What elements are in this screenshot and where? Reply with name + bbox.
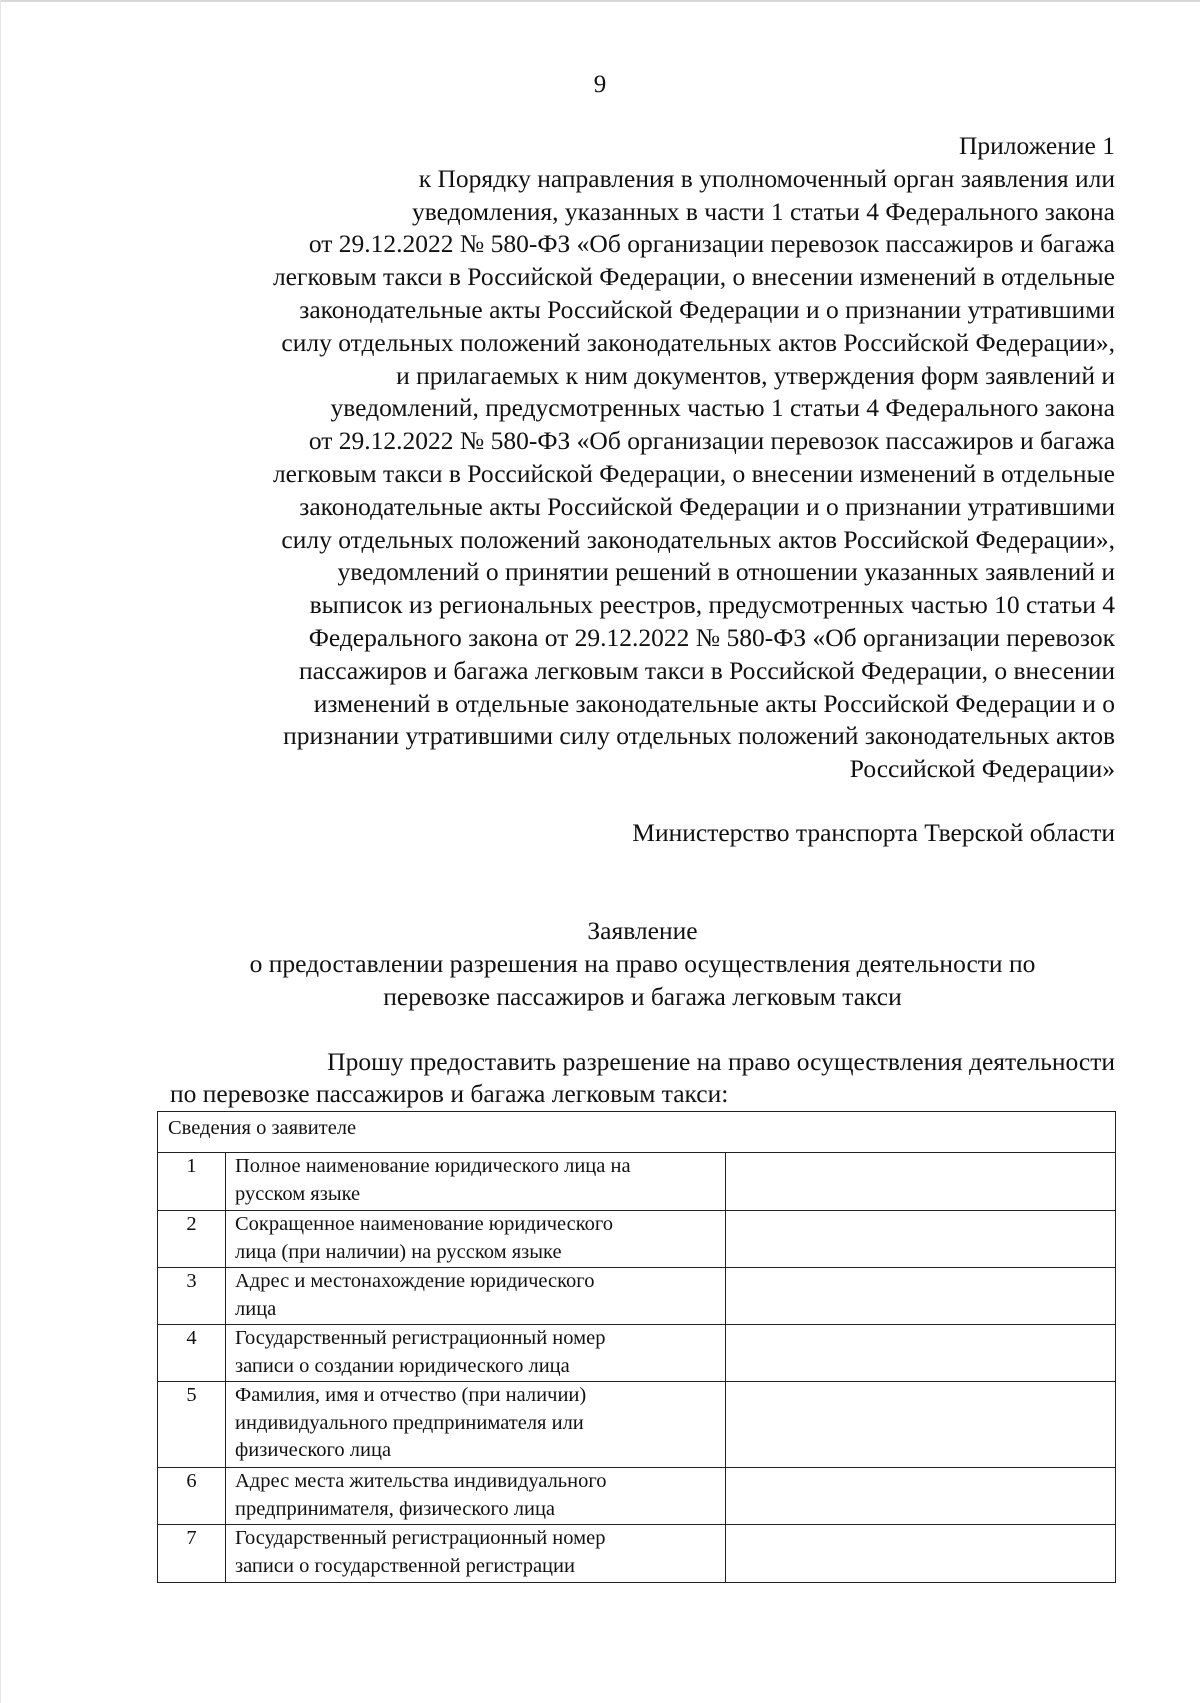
row-number: 4 <box>158 1325 226 1382</box>
request-paragraph <box>170 1046 1115 1110</box>
scan-edge-top <box>0 0 1200 2</box>
statement-subtitle-line: перевозке пассажиров и багажа легковым такси <box>383 982 902 1011</box>
row-label <box>226 1525 726 1583</box>
row-label-line: Адрес места жительства индивидуального <box>235 1470 607 1492</box>
row-label <box>226 1325 726 1382</box>
appendix-line: выписок из региональных реестров, предусмотренных частью 10 статьи 4 <box>309 590 1115 620</box>
row-value-field[interactable] <box>726 1525 1116 1583</box>
applicant-info-table <box>157 1111 1116 1583</box>
table-row <box>158 1382 1116 1468</box>
table-row <box>158 1468 1116 1525</box>
appendix-line: и прилагаемых к ним документов, утверждения форм заявлений и <box>396 360 1115 390</box>
statement-heading <box>0 914 1200 1013</box>
appendix-line: от 29.12.2022 № 580-ФЗ «Об организации перевозок пассажиров и багажа <box>308 426 1115 456</box>
appendix-line: Приложение 1 <box>959 131 1115 160</box>
row-label-line: Адрес и местонахождение юридического <box>235 1270 595 1292</box>
appendix-line: легковым такси в Российской Федерации, о внесении изменений в отдельные <box>272 458 1115 488</box>
statement-subtitle-line: о предоставлении разрешения на право осуществления деятельности по <box>249 949 1036 978</box>
row-label-line: Сокращенное наименование юридического <box>235 1213 614 1235</box>
appendix-line: уведомлений о принятии решений в отношении указанных заявлений и <box>337 557 1115 587</box>
page-number: 9 <box>593 71 607 98</box>
request-line: Прошу предоставить разрешение на право осуществления деятельности <box>327 1047 1115 1076</box>
table-row <box>158 1153 1116 1211</box>
appendix-block <box>155 130 1115 786</box>
row-value-field[interactable] <box>726 1468 1116 1525</box>
row-number: 6 <box>158 1468 226 1525</box>
row-label-line: Фамилия, имя и отчество (при наличии) <box>235 1384 587 1406</box>
table-row <box>158 1268 1116 1325</box>
row-value-field[interactable] <box>726 1211 1116 1268</box>
row-label-line: лица (при наличии) на русском языке <box>235 1240 562 1263</box>
row-value-field[interactable] <box>726 1325 1116 1382</box>
appendix-line: изменений в отдельные законодательные акты Российской Федерации и о <box>313 688 1115 718</box>
appendix-line: уведомлений, предусмотренных частью 1 статьи 4 Федерального закона <box>330 393 1115 423</box>
row-number: 3 <box>158 1268 226 1325</box>
row-label-line: Государственный регистрационный номер <box>235 1527 606 1549</box>
appendix-line: законодательные акты Российской Федерации и о признании утратившими <box>299 491 1115 521</box>
appendix-line: уведомления, указанных в части 1 статьи 4 Федерального закона <box>412 196 1115 226</box>
row-label-line: Государственный регистрационный номер <box>235 1327 606 1349</box>
appendix-line: к Порядку направления в уполномоченный орган заявления или <box>418 163 1115 193</box>
row-label-line: записи о государственной регистрации <box>235 1554 575 1577</box>
appendix-line: пассажиров и багажа легковым такси в Российской Федерации, о внесении <box>299 655 1115 685</box>
scan-edge-left <box>0 0 1 1703</box>
table-row <box>158 1525 1116 1583</box>
ministry-addressee: Министерство транспорта Тверской области <box>632 818 1115 847</box>
statement-title: Заявление <box>587 916 698 945</box>
row-label-line: записи о создании юридического лица <box>235 1354 570 1377</box>
row-value-field[interactable] <box>726 1382 1116 1468</box>
row-label-line: Полное наименование юридического лица на <box>235 1155 631 1177</box>
appendix-line: законодательные акты Российской Федерации и о признании утратившими <box>299 294 1115 324</box>
request-line: по перевозке пассажиров и багажа легковым такси: <box>170 1079 729 1108</box>
appendix-line: силу отдельных положений законодательных актов Российской Федерации», <box>281 327 1115 357</box>
row-label <box>226 1211 726 1268</box>
appendix-line: признании утратившими силу отдельных положений законодательных актов <box>283 721 1115 751</box>
row-number: 7 <box>158 1525 226 1583</box>
row-value-field[interactable] <box>726 1153 1116 1211</box>
table-section-header: Сведения о заявителе <box>158 1112 1116 1153</box>
appendix-line: от 29.12.2022 № 580-ФЗ «Об организации перевозок пассажиров и багажа <box>308 229 1115 259</box>
row-number: 1 <box>158 1153 226 1211</box>
row-number: 2 <box>158 1211 226 1268</box>
row-value-field[interactable] <box>726 1268 1116 1325</box>
table-row <box>158 1211 1116 1268</box>
row-label-line: предпринимателя, физического лица <box>235 1497 556 1520</box>
row-label-line: русском языке <box>235 1182 361 1205</box>
table-row <box>158 1325 1116 1382</box>
row-label <box>226 1382 726 1468</box>
row-label-line: физического лица <box>235 1439 392 1461</box>
row-label-line: лица <box>235 1297 277 1320</box>
row-label <box>226 1268 726 1325</box>
appendix-line: силу отдельных положений законодательных актов Российской Федерации», <box>281 524 1115 554</box>
appendix-line: легковым такси в Российской Федерации, о внесении изменений в отдельные <box>272 262 1115 292</box>
row-label-line: индивидуального предпринимателя или <box>235 1411 584 1434</box>
row-label <box>226 1153 726 1211</box>
appendix-line: Российской Федерации» <box>849 754 1115 784</box>
table-section-row <box>158 1112 1116 1153</box>
row-number: 5 <box>158 1382 226 1468</box>
row-label <box>226 1468 726 1525</box>
appendix-line: Федерального закона от 29.12.2022 № 580-ФЗ «Об организации перевозок <box>308 622 1115 652</box>
